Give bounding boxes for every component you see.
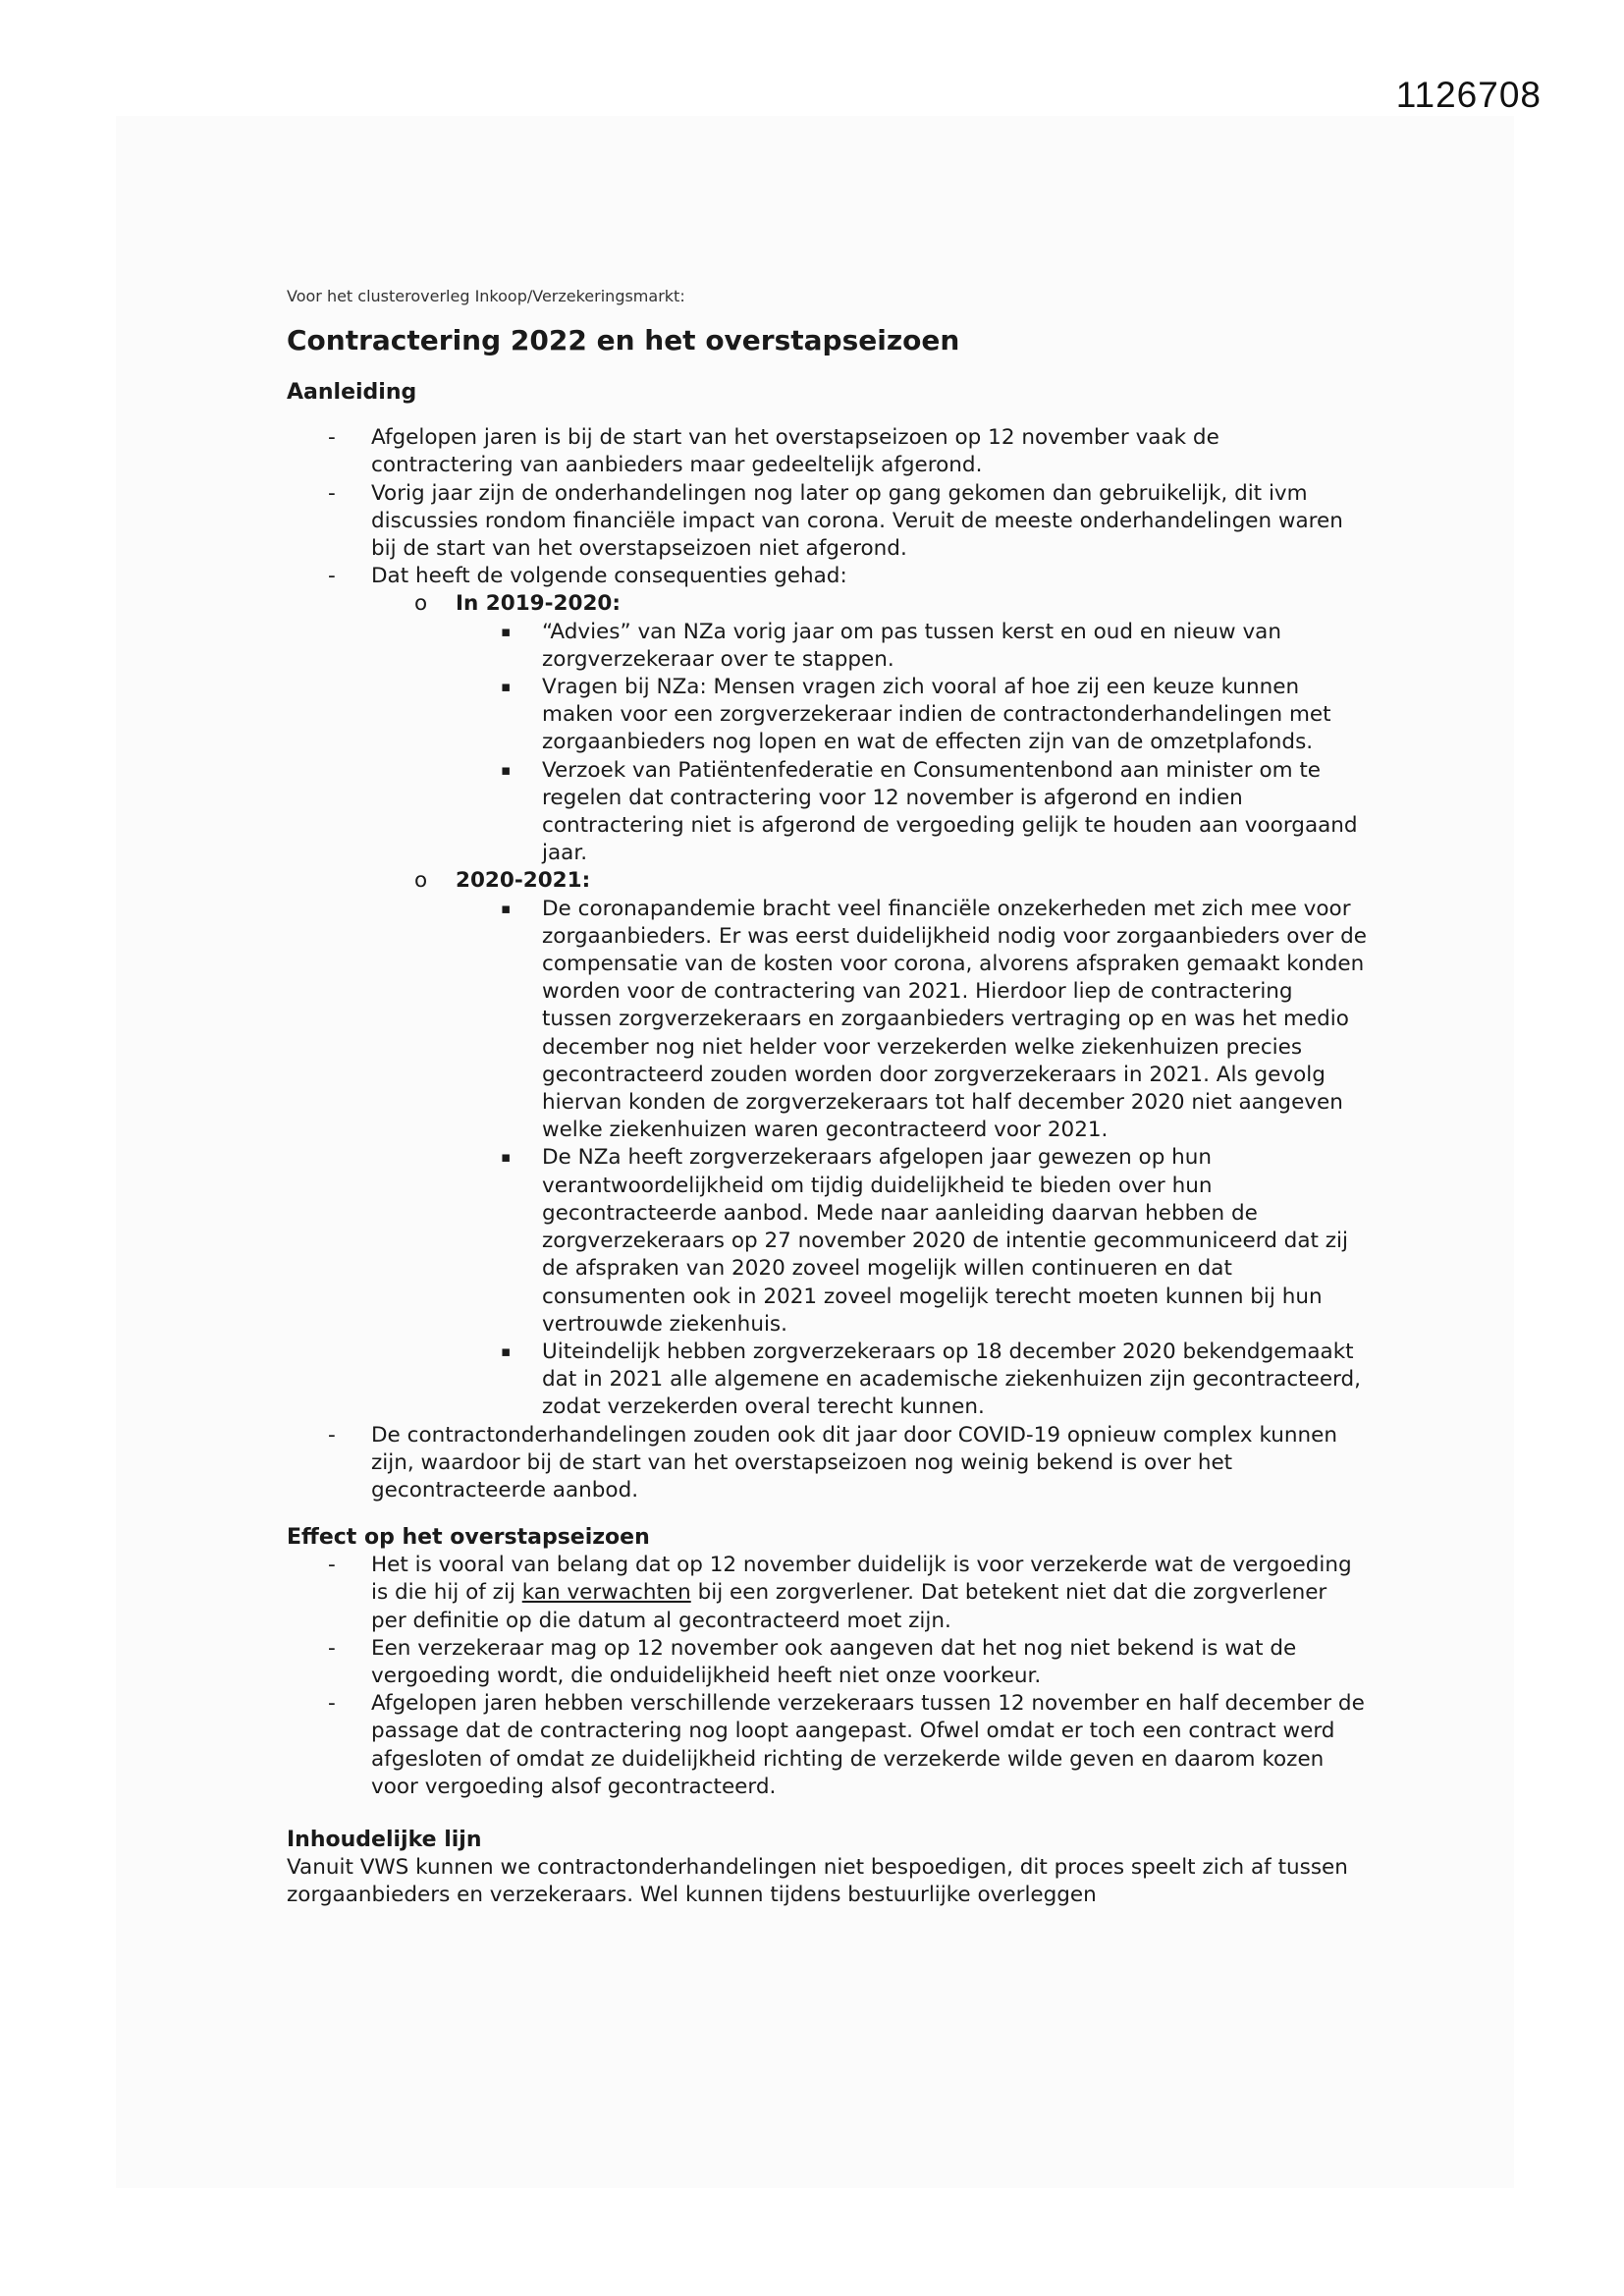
sublist-item-2020-2021: o 2020-2021: ▪ De coronapandemie bracht veel financiële onzekerheden met zich mee voor zorgaanbieders. Er was eerst duidelijkheid nodig voor zorgaanbieders over de compensatie van de kosten voor corona, alvorens afspraken gemaakt konden worden voor de contractering van 2021. Hierdoor liep de contractering tussen zorgverzekeraars en zorgaanbieders vertraging op en was het medio december nog niet helder voor verzekerden welke ziekenhuizen precies gecontracteerd zouden worden door zorgverzekeraars in 2021. Als gevolg hiervan konden de zorgverzekeraars tot half december 2020 niet aangeven welke ziekenhuizen waren gecontracteerd voor 2021. ▪ De NZa heeft zorgverzekeraars afgelopen jaar gewezen op hun verantwoordelijkheid om tijdig duidelijkheid te bieden over hun gecontracteerde aanbod. Mede naar aanleiding daarvan hebben de zorgverzekeraars op 27 november 2020 de intentie gecommuniceerd dat zij de afspraken van 2020 zoveel mogelijk willen continueren en dat consumenten ook in 2021 zoveel mogelijk terecht moeten kunnen bij hun vertrouwde ziekenhuis. ▪ Uiteindelijk hebben zorgverzekeraars op 18 december 2020 bekendgemaakt dat in 2021 alle algemene en academische ziekenhuizen zijn gecontracteerd, zodat verzekerden overal terecht kunnen. xyxy=(287,867,1367,1421)
list-item: ▪ Vragen bij NZa: Mensen vragen zich vooral af hoe zij een keuze kunnen maken voor een zorgverzekeraar indien de contractonderhandelingen met zorgaanbieders nog lopen en wat de effecten zijn van de omzetplafonds. xyxy=(501,675,1331,755)
list-item: ▪ “Advies” van NZa vorig jaar om pas tussen kerst en oud en nieuw van zorgverzekeraar over te stappen. xyxy=(501,619,1281,672)
dash-marker: - xyxy=(328,1422,336,1448)
consequences-list xyxy=(371,590,1367,1421)
dash-marker: - xyxy=(328,425,336,451)
sublist-item-2019-2020: o In 2019-2020: ▪ “Advies” van NZa vorig jaar om pas tussen kerst en oud en nieuw van zorgverzekeraar over te stappen. ▪ Vragen bij NZa: Mensen vragen zich vooral af hoe zij een keuze kunnen maken voor een zorgverzekeraar indien de contractonderhandelingen met zorgaanbieders nog lopen en wat de effecten zijn van de omzetplafonds. ▪ Verzoek van Patiëntenfederatie en Consumentenbond aan minister om te regelen dat contractering voor 12 november is afgerond en indien contractering niet is afgerond de vergoeding gelijk te houden aan voorgaand jaar. xyxy=(287,590,1367,867)
list-item: ▪ De NZa heeft zorgverzekeraars afgelopen jaar gewezen op hun verantwoordelijkheid om tijdig duidelijkheid te bieden over hun gecontracteerde aanbod. Mede naar aanleiding daarvan hebben de zorgverzekeraars op 27 november 2020 de intentie gecommuniceerd dat zij de afspraken van 2020 zoveel mogelijk willen continueren en dat consumenten ook in 2021 zoveel mogelijk terecht moeten kunnen bij hun vertrouwde ziekenhuis. xyxy=(501,1145,1348,1337)
list-item: - Vorig jaar zijn de onderhandelingen nog later op gang gekomen dan gebruikelijk, dit ivm discussies rondom financiële impact van corona. Veruit de meeste onderhandelingen waren bij de start van het overstapseizoen niet afgerond. xyxy=(328,480,1343,562)
preheading: Voor het clusteroverleg Inkoop/Verzekeringsmarkt: xyxy=(287,287,685,305)
circle-marker: o xyxy=(414,591,428,617)
section-heading-effect: Effect op het overstapseizoen xyxy=(287,1525,650,1551)
square-marker: ▪ xyxy=(501,678,512,696)
document-number: 1126708 xyxy=(1395,75,1542,115)
list-item: ▪ Uiteindelijk hebben zorgverzekeraars op 18 december 2020 bekendgemaakt dat in 2021 alle algemene en academische ziekenhuizen zijn gecontracteerd, zodat verzekerden overal terecht kunnen. xyxy=(501,1339,1361,1420)
dash-marker: - xyxy=(328,564,336,589)
dash-marker: - xyxy=(328,1691,336,1717)
dash-marker: - xyxy=(328,1553,336,1578)
section-heading-aanleiding: Aanleiding xyxy=(287,380,417,406)
dash-marker: - xyxy=(328,480,336,506)
list-item: - De contractonderhandelingen zouden ook dit jaar door COVID-19 opnieuw complex kunnen zijn, waardoor bij de start van het overstapseizoen nog weinig bekend is over het gecontracteerde aanbod. xyxy=(328,1422,1338,1503)
sub-sub-list xyxy=(456,619,1367,868)
document-body xyxy=(287,283,1367,1909)
circle-marker: o xyxy=(414,868,428,894)
square-marker: ▪ xyxy=(501,1148,512,1167)
square-marker: ▪ xyxy=(501,622,512,640)
square-marker: ▪ xyxy=(501,1341,512,1360)
underlined-phrase: kan verwachten xyxy=(521,1580,691,1606)
list-item: ▪ Verzoek van Patiëntenfederatie en Consumentenbond aan minister om te regelen dat contractering voor 12 november is afgerond en indien contractering niet is afgerond de vergoeding gelijk te houden aan voorgaand jaar. xyxy=(501,757,1358,866)
dash-marker: - xyxy=(328,1635,336,1661)
section-heading-inhoudelijk: Inhoudelijke lijn xyxy=(287,1827,482,1852)
list-item: - Dat heeft de volgende consequenties gehad: o In 2019-2020: ▪ “Advies” van NZa vorig jaar om pas tussen kerst en oud en nieuw van zorgverzekeraar over te stappen. ▪ Vragen bij NZa: Mensen vragen zich vooral af hoe zij een keuze kunnen maken voor een zorgverzekeraar indien de contractonderhandelingen met zorgaanbieders nog lopen en wat de effecten zijn van de omzetplafonds. ▪ Verzoek van Patiëntenfederatie en Consumentenbond aan minister om te regelen dat contractering voor 12 november is afgerond en indien contractering niet is afgerond de vergoeding gelijk te houden aan voorgaand jaar. o 2020-2021: ▪ De coronapandemie bracht veel financiële onzekerheden met zich mee voor zorgaanbieders. Er was eerst duidelijkheid nodig voor zorgaanbieders over de compensatie van de kosten voor corona, alvorens afspraken gemaakt konden worden voor de contractering van 2021. Hierdoor liep de contractering tussen zorgverzekeraars en zorgaanbieders vertraging op en was het medio december nog niet helder voor verzekerden welke ziekenhuizen precies gecontracteerd zouden worden door zorgverzekeraars in 2021. Als gevolg hiervan konden de zorgverzekeraars tot half december 2020 niet aangeven welke ziekenhuizen waren gecontracteerd voor 2021. ▪ De NZa heeft zorgverzekeraars afgelopen jaar gewezen op hun verantwoordelijkheid om tijdig duidelijkheid te bieden over hun gecontracteerde aanbod. Mede naar aanleiding daarvan hebben de zorgverzekeraars op 27 november 2020 de intentie gecommuniceerd dat zij de afspraken van 2020 zoveel mogelijk willen continueren en dat consumenten ook in 2021 zoveel mogelijk terecht moeten kunnen bij hun vertrouwde ziekenhuis. ▪ Uiteindelijk hebben zorgverzekeraars op 18 december 2020 bekendgemaakt dat in 2021 alle algemene en academische ziekenhuizen zijn gecontracteerd, zodat verzekerden overal terecht kunnen. xyxy=(287,563,1367,1421)
document-title: Contractering 2022 en het overstapseizoen xyxy=(287,324,960,357)
square-marker: ▪ xyxy=(501,899,512,917)
aanleiding-list xyxy=(287,424,1367,1504)
list-item: - Afgelopen jaren is bij de start van het overstapseizoen op 12 november vaak de contractering van aanbieders maar gedeeltelijk afgerond. xyxy=(328,425,1219,478)
sub-sub-list xyxy=(456,896,1367,1422)
list-item: - Een verzekeraar mag op 12 november ook aangeven dat het nog niet bekend is wat de vergoeding wordt, die onduidelijkheid heeft niet onze voorkeur. xyxy=(328,1635,1297,1688)
list-item: - Het is vooral van belang dat op 12 november duidelijk is voor verzekerde wat de vergoeding is die hij of zij kan verwachten bij een zorgverlener. Dat betekent niet dat die zorgverlener per definitie op die datum al gecontracteerd moet zijn. xyxy=(328,1553,1352,1633)
list-item: ▪ De coronapandemie bracht veel financiële onzekerheden met zich mee voor zorgaanbieders. Er was eerst duidelijkheid nodig voor zorgaanbieders over de compensatie van de kosten voor corona, alvorens afspraken gemaakt konden worden voor de contractering van 2021. Hierdoor liep de contractering tussen zorgverzekeraars en zorgaanbieders vertraging op en was het medio december nog niet helder voor verzekerden welke ziekenhuizen precies gecontracteerd zouden worden door zorgverzekeraars in 2021. Als gevolg hiervan konden de zorgverzekeraars tot half december 2020 niet aangeven welke ziekenhuizen waren gecontracteerd voor 2021. xyxy=(501,896,1367,1143)
paragraph-inhoudelijk: Vanuit VWS kunnen we contractonderhandelingen niet bespoedigen, dit proces speelt zich af tussen zorgaanbieders en verzekeraars. Wel kunnen tijdens bestuurlijke overleggen xyxy=(287,1854,1348,1908)
square-marker: ▪ xyxy=(501,760,512,779)
effect-list xyxy=(287,1552,1367,1801)
list-item: - Afgelopen jaren hebben verschillende verzekeraars tussen 12 november en half december de passage dat de contractering nog loopt aangepast. Ofwel omdat er toch een contract werd afgesloten of omdat ze duidelijkheid richting de verzekerde wilde geven en daarom kozen voor vergoeding alsof gecontracteerd. xyxy=(328,1691,1365,1799)
